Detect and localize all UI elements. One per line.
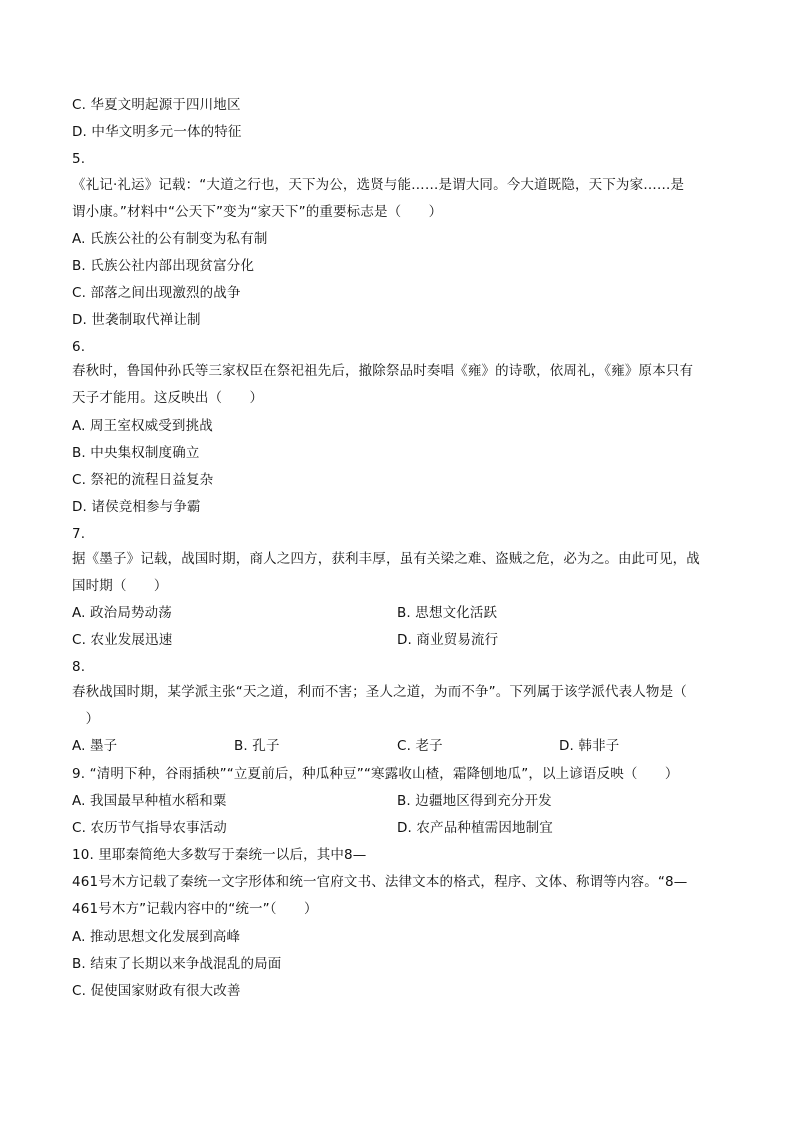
q10-stem-line3: 461号木方”记载内容中的“统一”（ ） bbox=[72, 901, 318, 917]
q9-stem: 9. “清明下种，谷雨插秧”“立夏前后，种瓜种豆”“寒露收山楂，霜降刨地瓜”，以上谚语反映（ ） bbox=[72, 766, 679, 782]
q8-stem-line2: ） bbox=[72, 711, 100, 727]
q7-option-b: B. 思想文化活跃 bbox=[397, 605, 498, 621]
q10-stem-line1: 10. 里耶秦简绝大多数写于秦统一以后，其中8— bbox=[72, 847, 367, 863]
q5-option-c: C. 部落之间出现激烈的战争 bbox=[72, 285, 241, 301]
q9-option-c: C. 农历节气指导农事活动 bbox=[72, 820, 227, 836]
q10-option-a: A. 推动思想文化发展到高峰 bbox=[72, 929, 241, 945]
q5-stem-line1: 《礼记·礼运》记载：“大道之行也，天下为公，选贤与能……是谓大同。今大道既隐，天下为家……是 bbox=[72, 177, 685, 193]
q9-option-b: B. 边疆地区得到充分开发 bbox=[397, 793, 552, 809]
q4-option-c: C. 华夏文明起源于四川地区 bbox=[72, 97, 241, 113]
q5-option-b: B. 氏族公社内部出现贫富分化 bbox=[72, 258, 255, 274]
q5-stem-line2: 谓小康。”材料中“公天下”变为“家天下”的重要标志是（ ） bbox=[72, 204, 443, 220]
q10-stem-line2: 461号木方记载了秦统一文字形体和统一官府文书、法律文本的格式，程序、文体、称谓等内容。“8— bbox=[72, 874, 688, 890]
q9-option-a: A. 我国最早种植水稻和粟 bbox=[72, 793, 227, 809]
q6-option-b: B. 中央集权制度确立 bbox=[72, 445, 200, 461]
q8-stem-line1: 春秋战国时期，某学派主张“天之道，利而不害；圣人之道，为而不争”。下列属于该学派代表人物是（ bbox=[72, 684, 687, 700]
q8-option-d: D. 韩非子 bbox=[559, 738, 620, 754]
q7-stem-line2: 国时期（ ） bbox=[72, 578, 168, 594]
q10-option-c: C. 促使国家财政有很大改善 bbox=[72, 983, 241, 999]
q9-option-d: D. 农产品种植需因地制宜 bbox=[397, 820, 553, 836]
q8-option-b: B. 孔子 bbox=[234, 738, 280, 754]
q6-option-a: A. 周王室权威受到挑战 bbox=[72, 418, 213, 434]
q5-option-d: D. 世袭制取代禅让制 bbox=[72, 312, 201, 328]
q5-option-a: A. 氏族公社的公有制变为私有制 bbox=[72, 231, 268, 247]
q6-option-c: C. 祭祀的流程日益复杂 bbox=[72, 472, 214, 488]
q8-number: 8. bbox=[72, 659, 86, 675]
q7-stem-line1: 据《墨子》记载，战国时期，商人之四方，获利丰厚，虽有关梁之难、盗贼之危，必为之。由此可见，战 bbox=[72, 551, 700, 567]
q6-stem-line2: 天子才能用。这反映出（ ） bbox=[72, 390, 264, 406]
q7-option-d: D. 商业贸易流行 bbox=[397, 632, 499, 648]
q8-option-a: A. 墨子 bbox=[72, 738, 118, 754]
q8-option-c: C. 老子 bbox=[397, 738, 443, 754]
q6-number: 6. bbox=[72, 339, 86, 355]
q6-stem-line1: 春秋时，鲁国仲孙氏等三家权臣在祭祀祖先后，撤除祭品时奏唱《雍》的诗歌，依周礼，《雍》原本只有 bbox=[72, 363, 694, 379]
q7-number: 7. bbox=[72, 526, 86, 542]
q5-number: 5. bbox=[72, 151, 86, 167]
q7-option-a: A. 政治局势动荡 bbox=[72, 605, 172, 621]
q6-option-d: D. 诸侯竞相参与争霸 bbox=[72, 499, 201, 515]
q10-option-b: B. 结束了长期以来争战混乱的局面 bbox=[72, 956, 282, 972]
q7-option-c: C. 农业发展迅速 bbox=[72, 632, 173, 648]
q4-option-d: D. 中华文明多元一体的特征 bbox=[72, 124, 242, 140]
